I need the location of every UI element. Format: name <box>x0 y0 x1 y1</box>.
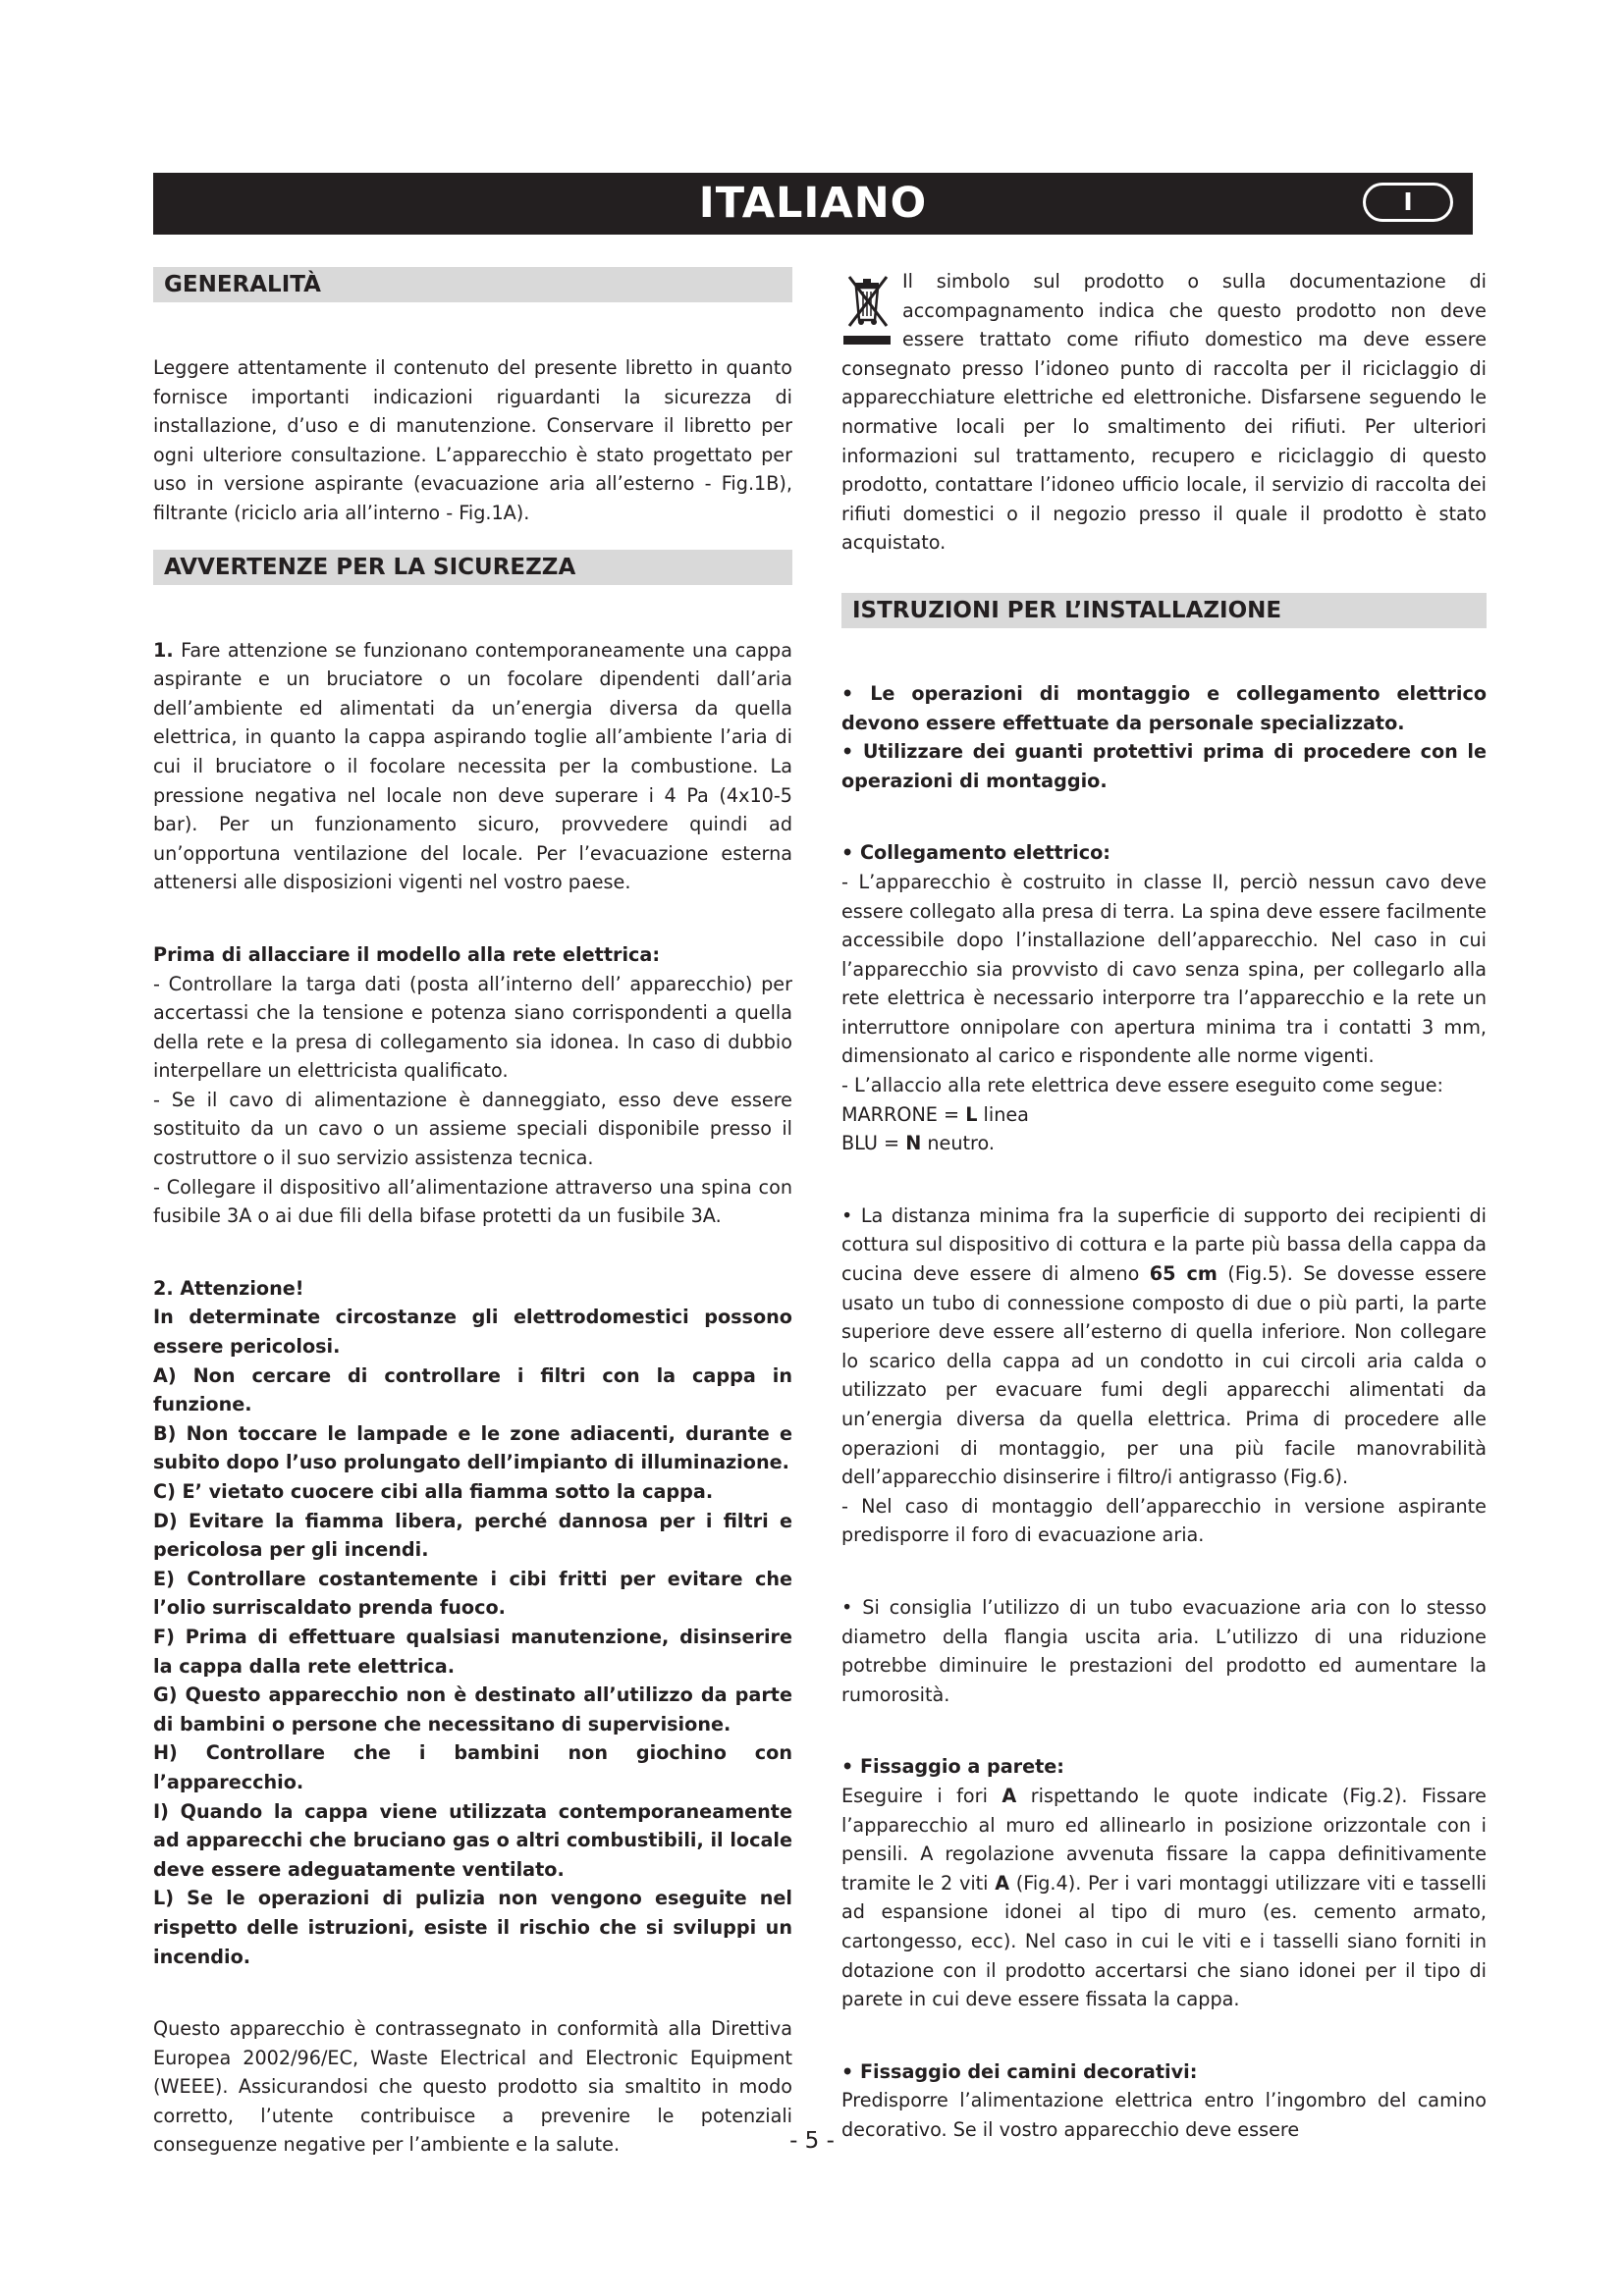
before-connect-item: - Se il cavo di alimentazione è danneggiato, esso deve essere sostituito da un cavo o un assieme speciali disponibile presso il costruttore o il suo servizio assistenza tecnica. <box>153 1088 792 1170</box>
electrical-text: - L’allaccio alla rete elettrica deve essere eseguito come segue: <box>841 1074 1443 1097</box>
attention-item: A) Non cercare di controllare i filtri con la cappa in funzione. <box>153 1363 792 1416</box>
electrical-title: • Collegamento elettrico: <box>841 841 1110 865</box>
weee-paragraph: Questo apparecchio è contrassegnato in conformità alla Direttiva Europea 2002/96/EC, Waste Electrical and Electronic Equipment (WEEE). Assicurandosi che questo prodotto sia smaltito in modo corretto, l’utente contribuisce a prevenire le potenziali conseguenze negative per l’ambiente e la salute. <box>153 2017 792 2157</box>
attention-item: D) Evitare la fiamma libera, perché dannosa per i filtri e pericolosa per gli incendi. <box>153 1509 792 1562</box>
install-bullet: • Le operazioni di montaggio e collegamento elettrico devono essere effettuate da personale specializzato. <box>841 681 1487 734</box>
section-heading-install: ISTRUZIONI PER L’INSTALLAZIONE <box>841 593 1487 628</box>
page-number: - 5 - <box>789 2128 835 2154</box>
wire-blue: BLU = N neutro. <box>841 1132 995 1155</box>
attention-item: C) E’ vietato cuocere cibi alla fiamma sotto la cappa. <box>153 1480 714 1503</box>
general-paragraph: Leggere attentamente il contenuto del presente libretto in quanto fornisce importanti indicazioni riguardanti la sicurezza di installazione, d’uso e di manutenzione. Conservare il libretto per ogni ulteriore consultazione. L’apparecchio è stato progettato per uso in versione aspirante (evacuazione aria all’esterno - Fig.1B), filtrante (riciclo aria all’interno - Fig.1A). <box>153 356 792 524</box>
tube-paragraph: • Si consiglia l’utilizzo di un tubo evacuazione aria con lo stesso diametro della flangia uscita aria. L’utilizzo di una riduzione potrebbe diminuire le prestazioni del prodotto ed aumentare la rumorosità. <box>841 1595 1487 1706</box>
attention-item: E) Controllare costantemente i cibi fritti per evitare che l’olio surriscaldato prenda fuoco. <box>153 1567 792 1620</box>
section-heading-general: GENERALITÀ <box>153 267 792 302</box>
wire-brown: MARRONE = L linea <box>841 1102 1029 1126</box>
crossed-bin-icon <box>841 271 893 349</box>
before-connect-item: - Controllare la targa dati (posta all’interno dell’ apparecchio) per accertassi che la tensione e potenza siano corrispondenti a quella della rete e la presa di collegamento sia idonea. In caso di dubbio interpellare un elettricista qualificato. <box>153 972 792 1083</box>
language-badge: I <box>1363 183 1453 222</box>
item-number: 1. <box>153 638 174 662</box>
before-connect-item: - Collegare il dispositivo all’alimentazione attraverso una spina con fusibile 3A o ai due fili della bifase protetti da un fusibile 3A. <box>153 1175 792 1228</box>
safety-item-1 <box>153 636 792 897</box>
weee-symbol-text: Il simbolo sul prodotto o sulla documentazione di accompagnamento indica che questo prodotto non deve essere trattato come rifiuto domestico ma deve essere consegnato presso l’idoneo punto di raccolta per il riciclaggio di apparecchiature elettriche ed elettroniche. Disfarsene seguendo le normative locali per lo smaltimento dei rifiuti. Per ulteriori informazioni sul trattamento, recupero e riciclaggio di questo prodotto, contattare l’idoneo ufficio locale, il servizio di raccolta dei rifiuti domestici o il negozio presso il quale il prodotto è stato acquistato. <box>841 270 1487 555</box>
install-bullet: • Utilizzare dei guanti protettivi prima di procedere con le operazioni di montaggio. <box>841 740 1487 792</box>
item-text: Fare attenzione se funzionano contemporaneamente una cappa aspirante e un bruciatore o un focolare dipendenti dall’aria dell’ambiente ed alimentati da un’energia diversa da quella elettrica, in quanto la cappa aspirando toglie all’ambiente l’aria di cui il bruciatore o il focolare necessita per la combustione. La pressione negativa nel locale non deve superare i 4 Pa (4x10-5 bar). Per un funzionamento sicuro, provvedere quindi ad un’opportuna ventilazione del locale. Per l’evacuazione esterna attenersi alle disposizioni vigenti nel vostro paese. <box>153 638 792 894</box>
language-banner <box>153 173 1473 235</box>
attention-item: G) Questo apparecchio non è destinato all’utilizzo da parte di bambini o persone che necessitano di supervisione. <box>153 1683 792 1735</box>
wall-fixing-text: Eseguire i fori A rispettando le quote indicate (Fig.2). Fissare l’apparecchio al muro ed allinearlo in posizione orizzontale con i pensili. A regolazione avvenuta fissare la cappa definitivamente tramite le 2 viti A (Fig.4). Per i vari montaggi utilizzare viti e tasselli ad espansione idonei al tipo di muro (es. cemento armato, cartongesso, ecc). Nel caso in cui le viti e i tasselli siano forniti in dotazione con il prodotto accertarsi che siano idonei per il tipo di parete in cui deve essere fissata la cappa. <box>841 1784 1487 2011</box>
attention-item: B) Non toccare le lampade e le zone adiacenti, durante e subito dopo l’uso prolungato dell’impianto di illuminazione. <box>153 1421 792 1474</box>
electrical-text: - L’apparecchio è costruito in classe II, perciò nessun cavo deve essere collegato alla presa di terra. La spina deve essere facilmente accessibile dopo l’installazione dell’apparecchio. Nel caso in cui l’apparecchio sia provvisto di cavo senza spina, per collegarlo alla rete elettrica è necessario interporre tra l’apparecchio e la rete un interruttore onnipolare con apertura minima tra i contatti 3 mm, dimensionato al carico e rispondente alle norme vigenti. <box>841 870 1487 1068</box>
attention-item: I) Quando la cappa viene utilizzata contemporaneamente ad apparecchi che bruciano gas o altri combustibili, il locale deve essere adeguatamente ventilato. <box>153 1799 792 1881</box>
distance-paragraph: • La distanza minima fra la superficie di supporto dei recipienti di cottura sul dispositivo di cottura e la parte più bassa della cappa da cucina deve essere di almeno 65 cm (Fig.5). Se dovesse essere usato un tubo di connessione composto di due o più parti, la parte superiore deve essere all’esterno di quella inferiore. Non collegare lo scarico della cappa ad un condotto in cui circoli aria calda o utilizzato per evacuare fumi degli apparecchi alimentati da un’energia diversa da quella elettrica. Prima di procedere alle operazioni di montaggio, per una più facile manovrabilità dell’apparecchio disinserire i filtro/i antigrasso (Fig.6). <box>841 1203 1487 1489</box>
chimney-fixing-text: Predisporre l’alimentazione elettrica entro l’ingombro del camino decorativo. Se il vostro apparecchio deve essere <box>841 2089 1487 2141</box>
attention-item: F) Prima di effettuare qualsiasi manutenzione, disinserire la cappa dalla rete elettrica. <box>153 1625 792 1678</box>
left-column <box>153 267 792 2160</box>
chimney-fixing-title: • Fissaggio dei camini decorativi: <box>841 2059 1198 2083</box>
wall-fixing-title: • Fissaggio a parete: <box>841 1755 1064 1779</box>
attention-title: 2. Attenzione! <box>153 1276 304 1300</box>
attention-item: H) Controllare che i bambini non giochino con l’apparecchio. <box>153 1741 792 1793</box>
before-connect-title: Prima di allacciare il modello alla rete elettrica: <box>153 942 661 966</box>
page-title: ITALIANO <box>698 179 928 228</box>
attention-item: L) Se le operazioni di pulizia non vengono eseguite nel rispetto delle istruzioni, esiste il rischio che si sviluppi un incendio. <box>153 1887 792 1968</box>
right-column <box>841 267 1487 2144</box>
attention-intro: In determinate circostanze gli elettrodomestici possono essere pericolosi. <box>153 1306 792 1359</box>
weee-notice <box>841 267 1487 558</box>
section-heading-safety: AVVERTENZE PER LA SICUREZZA <box>153 550 792 585</box>
distance-note: - Nel caso di montaggio dell’apparecchio in versione aspirante predisporre il foro di evacuazione aria. <box>841 1494 1487 1547</box>
